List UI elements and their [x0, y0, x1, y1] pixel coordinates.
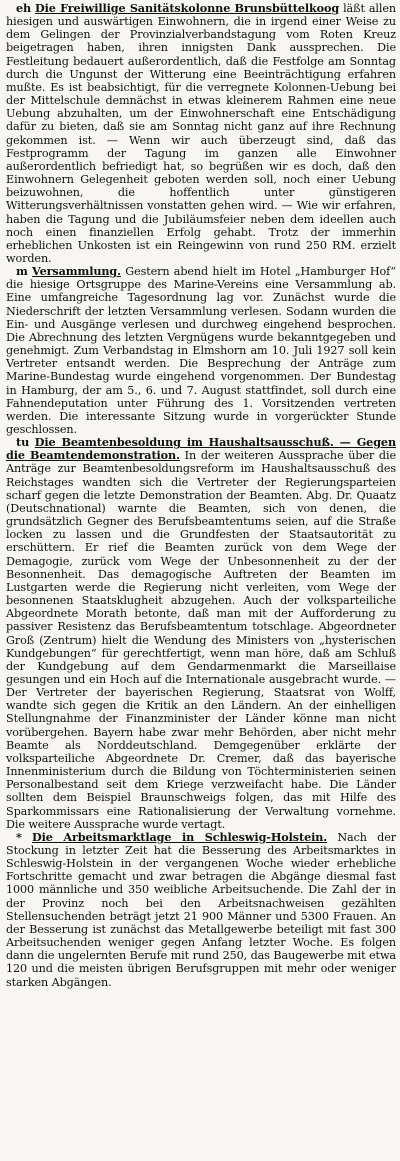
article-arbeitsmarktlage	[6, 831, 396, 989]
article-sanitaetskolonne	[6, 2, 396, 265]
article-versammlung	[6, 265, 396, 436]
article-beamtenbesoldung	[6, 436, 396, 831]
article-mark: tu	[16, 435, 30, 450]
article-headline: Die Arbeitsmarktlage in Schleswig-Holstein.	[32, 829, 328, 844]
article-headline: Die Freiwillige Sanitätskolonne Brunsbüttelkoog	[35, 1, 340, 15]
article-mark: m	[16, 264, 28, 279]
newspaper-column	[6, 2, 396, 989]
article-body: Nach der Stockung in letzter Zeit hat die Besserung des Arbeitsmarktes in Schleswig-Holstein in der vergangenen Woche wieder erhebliche Fortschritte gemacht und zwar betragen die Abgänge diesmal fast 1000 männliche und 350 weibliche Arbeitsuchende. Die Zahl der in der Provinz noch bei den Arbeitsnachweisen gezählten Stellensuchenden beträgt jetzt 21 900 Männer und 5300 Frauen. An der Besserung ist zunächst das Metallgewerbe beteiligt mit fast 300 Arbeitsuchenden weniger gegen Anfang letzter Woche. Es folgen dann die ungelernten Berufe mit rund 250, das Baugewerbe mit etwa 120 und die meisten übrigen Berufsgruppen mit mehr oder weniger starken Abgängen.	[6, 830, 396, 989]
article-body: In der weiteren Aussprache über die Anträge zur Beamtenbesoldungsreform im Haushaltsausschuß des Reichstages wandten sich die Vertreter der Regierungsparteien scharf gegen die letzte Demonstration der Beamten. Abg. Dr. Quaatz (Deutschnational) warnte die Beamten, sich von denen, die grundsätzlich Gegner des Berufsbeamtentums seien, auf die Straße locken zu lassen und die Grundfesten der Staatsautorität zu erschüttern. Er rief die Beamten zurück von dem Wege der Demagogie, zurück vom Wege der Unbesonnenheit zu der der Besonnenheit. Das demagogische Auftreten der Beamten im Lustgarten werde die Regierung nicht verleiten, vom Wege der besonnenen Staatsklugheit abzugehen. Auch der volksparteiliche Abgeordnete Morath betonte, daß man mit der Aufforderung zu passiver Resistenz das Berufsbeamtentum totschlage. Abgeordneter Groß (Zentrum) hielt die Wendung des Ministers von „hysterischen Kundgebungen“ für gerechtfertigt, wenn man höre, daß am Schluß der Kundgebung auf dem Gendarmenmarkt die Marseillaise gesungen und ein Hoch auf die Internationale ausgebracht wurde. — Der Vertreter der bayerischen Regierung, Staatsrat von Wolff, wandte sich gegen die Kritik an den Ländern. An der einhelligen Stellungnahme der Finanzminister der Länder könne man nicht vorübergehen. Bayern habe zwar mehr Behörden, aber nicht mehr Beamte als Norddeutschland. Demgegenüber erklärte der volksparteiliche Abgeordnete Dr. Cremer, daß das bayerische Innenministerium durch die Bildung von Töchterministerien seinen Personalbestand seit dem Kriege verzweifacht habe. Die Länder sollten dem Beispiel Braunschweigs folgen, das mit Hilfe des Sparkommissars eine Rationalisierung der Verwaltung vornehme. Die weitere Aussprache wurde vertagt.	[6, 449, 396, 831]
article-body: Gestern abend hielt im Hotel „Hamburger Hof“ die hiesige Ortsgruppe des Marine-Vereins eine Versammlung ab. Eine umfangreiche Tagesordnung lag vor. Zunächst wurde die Niederschrift der letzten Versammlung verlesen. Sodann wurden die Ein- und Ausgänge verlesen und durchweg eingehend besprochen. Die Abrechnung des letzten Vergnügens wurde bekanntgegeben und genehmigt. Zum Verbandstag in Elmshorn am 10. Juli 1927 soll kein Vertreter entsandt werden. Die Besprechung der Anträge zum Marine-Bundestag wurde eingehend vorgenommen. Der Bundestag in Hamburg, der am 5., 6. und 7. August stattfindet, soll durch eine Fahnendeputation unter Führung des 1. Vorsitzenden vertreten werden. Die interessante Sitzung wurde in vorgerückter Stunde geschlossen.	[6, 265, 396, 436]
article-headline: Versammlung.	[32, 264, 121, 279]
article-mark: eh	[16, 1, 32, 15]
article-body: läßt allen hiesigen und auswärtigen Einwohnern, die in irgend einer Weise zu dem Gelingen der Provinzialverbandstagung vom Roten Kreuz beigetragen haben, ihren innigsten Dank aussprechen. Die Festleitung bedauert außerordentlich, daß die Festfolge am Sonntag durch die Ungunst der Witterung eine Beeinträchtigung erfahren mußte. Es ist beabsichtigt, für die verregnete Kolonnen-Uebung bei der Mittelschule demnächst in etwas kleinerem Rahmen eine neue Uebung abzuhalten, um der Einwohnerschaft eine Entschädigung dafür zu bieten, daß sie am Sonntag nicht ganz auf ihre Rechnung gekommen ist. — Wenn wir auch überzeugt sind, daß das Festprogramm der Tagung im ganzen alle Einwohner außerordentlich befriedigt hat, so begrüßen wir es doch, daß den Einwohnern Gelegenheit geboten werden soll, noch einer Uebung beizuwohnen, die hoffentlich unter günstigeren Witterungsverhältnissen vonstatten gehen wird. — Wie wir erfahren, haben die Tagung und die Jubiläumsfeier neben dem ideellen auch noch einen finanziellen Erfolg gehabt. Trotz der immerhin erheblichen Unkosten ist ein Reingewinn von rund 250 RM. erzielt worden.	[6, 2, 396, 265]
article-mark: *	[16, 829, 22, 844]
article-headline: Die Beamtenbesoldung im Haushaltsausschuß. — Gegen die Beamtendemonstration.	[6, 435, 396, 463]
